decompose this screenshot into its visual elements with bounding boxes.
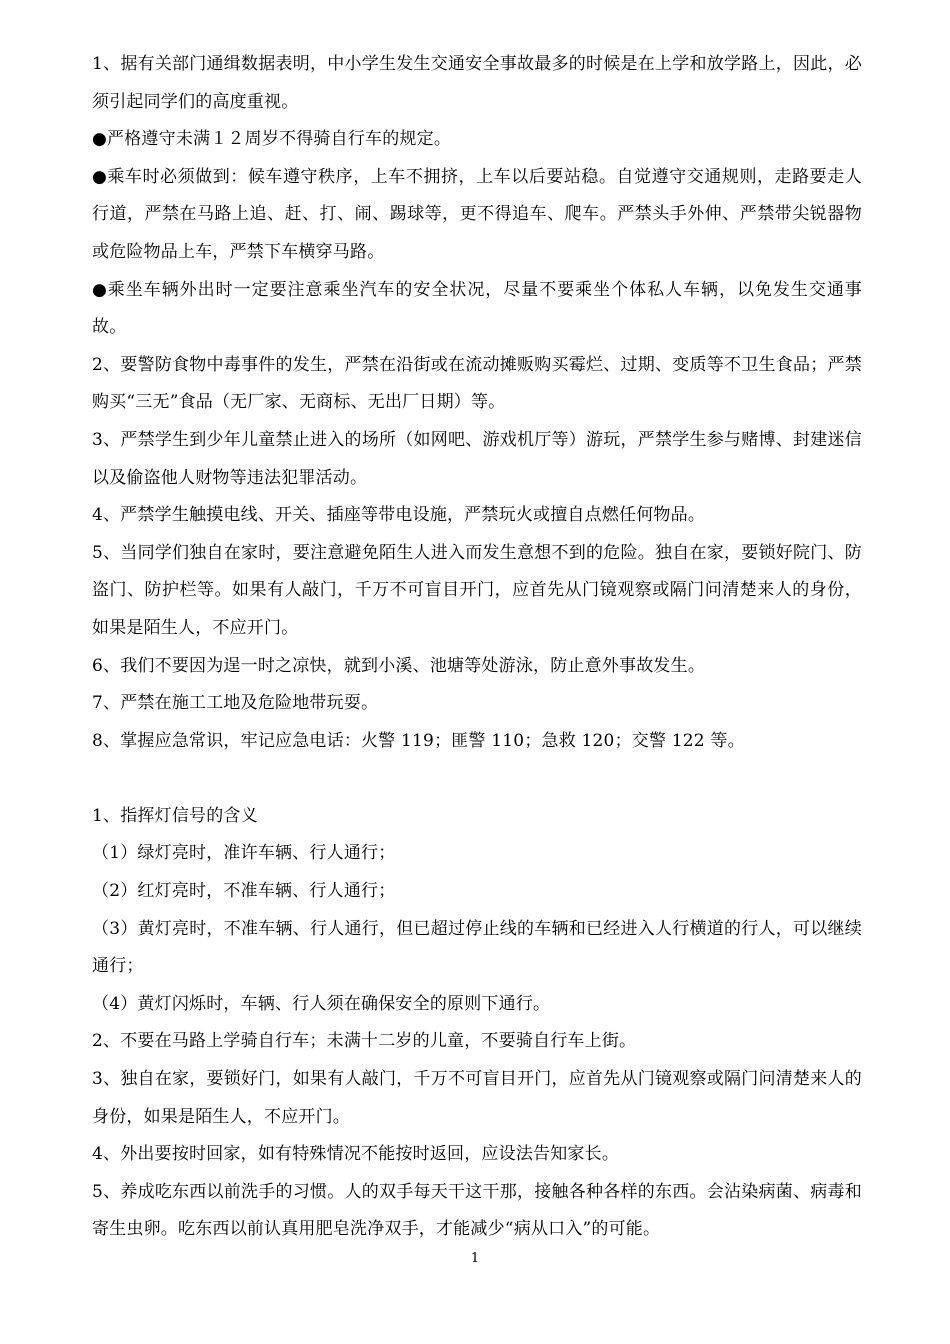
paragraph-emergency-numbers: 8、掌握应急常识，牢记应急电话：火警 119；匪警 110；急救 120；交警 122 等。 [92,730,745,751]
paragraph-school-road-safety: 1、据有关部门通缉数据表明，中小学生发生交通安全事故最多的时候是在上学和放学路上，因此，必须引起同学们的高度重视。 [92,54,862,112]
paragraph-wash-hands: 5、养成吃东西以前洗手的习惯。人的双手每天干这干那，接触各种各样的东西。会沾染病菌、病毒和寄生虫卵。吃东西以前认真用肥皂洗净双手，才能减少“病从口入”的可能。 [92,1181,862,1240]
bullet-riding-bus-rules: ●乘车时必须做到：候车遵守秩序，上车不拥挤，上车以后要站稳。自觉遵守交通规则，走路要走人行道，严禁在马路上追、赶、打、闹、踢球等，更不得追车、爬车。严禁头手外伸、严禁带尖锐器物或危险物品上车，严禁下车横穿马路。 [92,166,862,262]
bullet-vehicle-safety: ●乘坐车辆外出时一定要注意乘坐汽车的安全状况，尽量不要乘坐个体私人车辆，以免发生交通事故。 [92,279,862,338]
heading-traffic-signals: 1、指挥灯信号的含义 [92,805,258,826]
paragraph-construction-sites: 7、严禁在施工工地及危险地带玩耍。 [92,693,379,714]
paragraph-home-alone: 5、当同学们独自在家时，要注意避免陌生人进入而发生意想不到的危险。独自在家，要锁好院门、防盗门、防护栏等。如果有人敲门，千万不可盲目开门，应首先从门镜观察或隔门问清楚来人的身份，如果是陌生人，不应开门。 [92,542,862,638]
signal-green: （1）绿灯亮时，准许车辆、行人通行； [92,843,396,864]
signal-red: （2）红灯亮时，不准车辆、行人通行； [92,881,396,902]
paragraph-forbidden-places: 3、严禁学生到少年儿童禁止进入的场所（如网吧、游戏机厅等）游玩，严禁学生参与赌博、封建迷信以及偷盗他人财物等违法犯罪活动。 [92,429,862,488]
paragraph-food-poisoning: 2、要警防食物中毒事件的发生，严禁在沿街或在流动摊贩购买霉烂、过期、变质等不卫生食品；严禁购买“三无”食品（无厂家、无商标、无出厂日期）等。 [92,354,862,413]
document-body [92,46,862,1249]
signal-yellow-flashing: （4）黄灯闪烁时，车辆、行人须在确保安全的原则下通行。 [92,993,551,1014]
signal-yellow: （3）黄灯亮时，不准车辆、行人通行，但已超过停止线的车辆和已经进入人行横道的行人，可以继续通行； [92,918,862,977]
paragraph-return-home: 4、外出要按时回家，如有特殊情况不能按时返回，应设法告知家长。 [92,1144,620,1165]
paragraph-swimming: 6、我们不要因为逞一时之凉快，就到小溪、池塘等处游泳，防止意外事故发生。 [92,655,706,676]
page-number: 1 [470,1251,480,1266]
bullet-bicycle-age-rule: ●严格遵守未满１２周岁不得骑自行车的规定。 [92,129,452,150]
paragraph-lock-door: 3、独自在家，要锁好门，如果有人敲门，千万不可盲目开门，应首先从门镜观察或隔门问清楚来人的身份，如果是陌生人，不应开门。 [92,1069,862,1127]
paragraph-no-bike-on-road: 2、不要在马路上学骑自行车；未满十二岁的儿童，不要骑自行车上街。 [92,1031,637,1052]
section-spacer [92,760,862,798]
paragraph-electricity-fire: 4、严禁学生触摸电线、开关、插座等带电设施，严禁玩火或擅自点燃任何物品。 [92,505,706,526]
